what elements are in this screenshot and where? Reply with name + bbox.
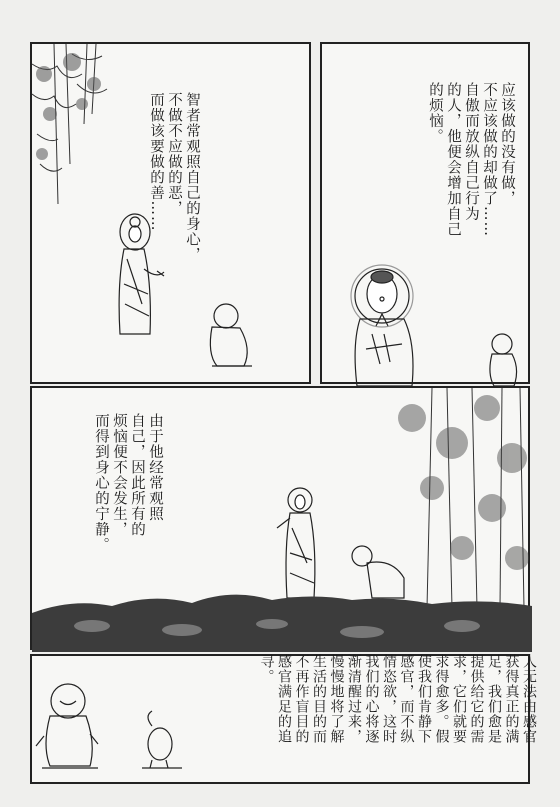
- panel-4: [30, 654, 537, 784]
- panel-1: [30, 42, 311, 384]
- panel-2: [320, 42, 530, 384]
- panel-1-caption: 智者常观照自己的身心， 不做不应做的恶， 而做该要做的善……: [148, 92, 200, 263]
- standing-buddha-figure: [277, 488, 315, 598]
- panel-3: [30, 386, 530, 650]
- panel-2-caption: 应该做的没有做， 不应该做的却做了…… 自傲而放纵自己行为 的人，他便会增加自己 的烦恼。: [427, 82, 515, 237]
- panel-4-caption: 人无法由感官 获得真正的满 足，我们愈是 提供给它的需 求，它们就要 求得愈多。假 使我们肯静下 感官，而不纵 情恣欲，这时 我们的心将逐 渐清醒过来， 慢慢地将了解 生活的目的而 不再作盲目的 感官满足的追 寻。: [258, 654, 537, 744]
- seated-buddha-figure: [351, 265, 413, 386]
- sitting-child-figure: [210, 304, 252, 366]
- laughing-child-figure: [36, 684, 98, 768]
- bird-figure: [142, 711, 182, 768]
- small-child-figure: [490, 334, 517, 386]
- bowing-child-figure: [352, 546, 404, 598]
- panel-3-caption: 由于他经常观照 自己，因此所有的 烦恼便不会发生， 而得到身心的宁静。: [93, 413, 163, 553]
- foliage: [398, 395, 529, 570]
- forest-art: [427, 388, 524, 608]
